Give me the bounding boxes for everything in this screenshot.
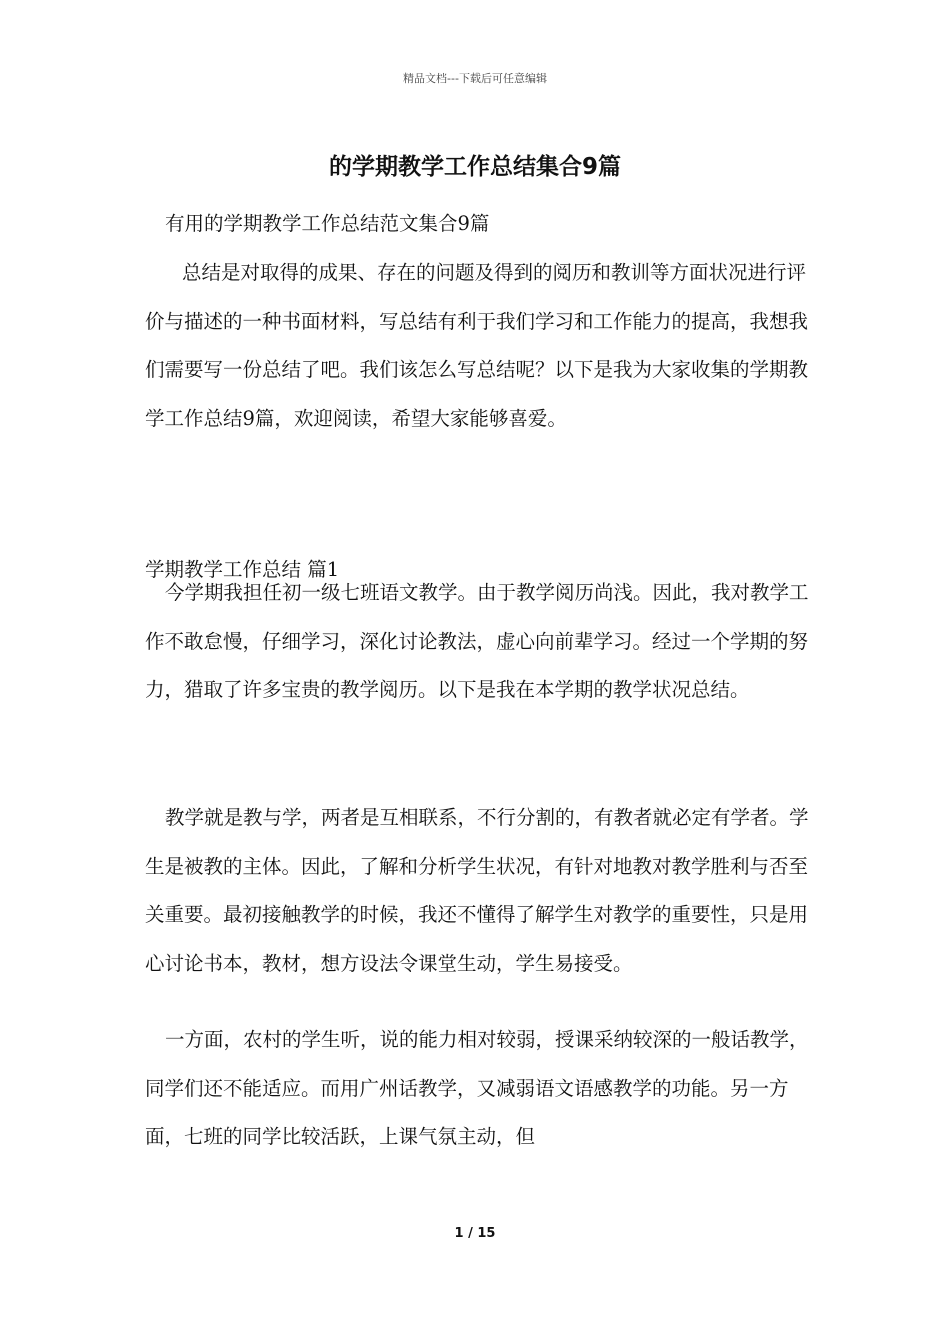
intro-paragraph: 总结是对取得的成果、存在的问题及得到的阅历和教训等方面状况进行评价与描述的一种书面材料，写总结有利于我们学习和工作能力的提高，我想我们需要写一份总结了吧。我们该怎么写总结呢？以下是我为大家收集的学期教学工作总结9篇，欢迎阅读，希望大家能够喜爱。 bbox=[145, 261, 809, 430]
body-paragraph: 一方面，农村的学生听，说的能力相对较弱，授课采纳较深的一般话教学，同学们还不能适应。而用广州话教学，又减弱语文语感教学的功能。另一方面，七班的同学比较活跃，上课气氛主动，但 bbox=[145, 1028, 809, 1148]
body-paragraph: 今学期我担任初一级七班语文教学。由于教学阅历尚浅。因此，我对教学工作不敢怠慢，仔细学习，深化讨论教法，虚心向前辈学习。经过一个学期的努力，猎取了许多宝贵的教学阅历。以下是我在本学期的教学状况总结。 bbox=[145, 581, 809, 701]
document-title: 的学期教学工作总结集合9篇 bbox=[328, 154, 621, 180]
document-subtitle: 有用的学期教学工作总结范文集合9篇 bbox=[165, 212, 490, 235]
page-number: 1 / 15 bbox=[454, 1226, 496, 1241]
section-heading: 学期教学工作总结 篇1 bbox=[145, 558, 340, 581]
header-note: 精品文档---下载后可任意编辑 bbox=[403, 72, 547, 85]
body-paragraph: 教学就是教与学，两者是互相联系，不行分割的，有教者就必定有学者。学生是被教的主体。因此，了解和分析学生状况，有针对地教对教学胜利与否至关重要。最初接触教学的时候，我还不懂得了解学生对教学的重要性，只是用心讨论书本，教材，想方设法令课堂生动，学生易接受。 bbox=[145, 806, 809, 975]
